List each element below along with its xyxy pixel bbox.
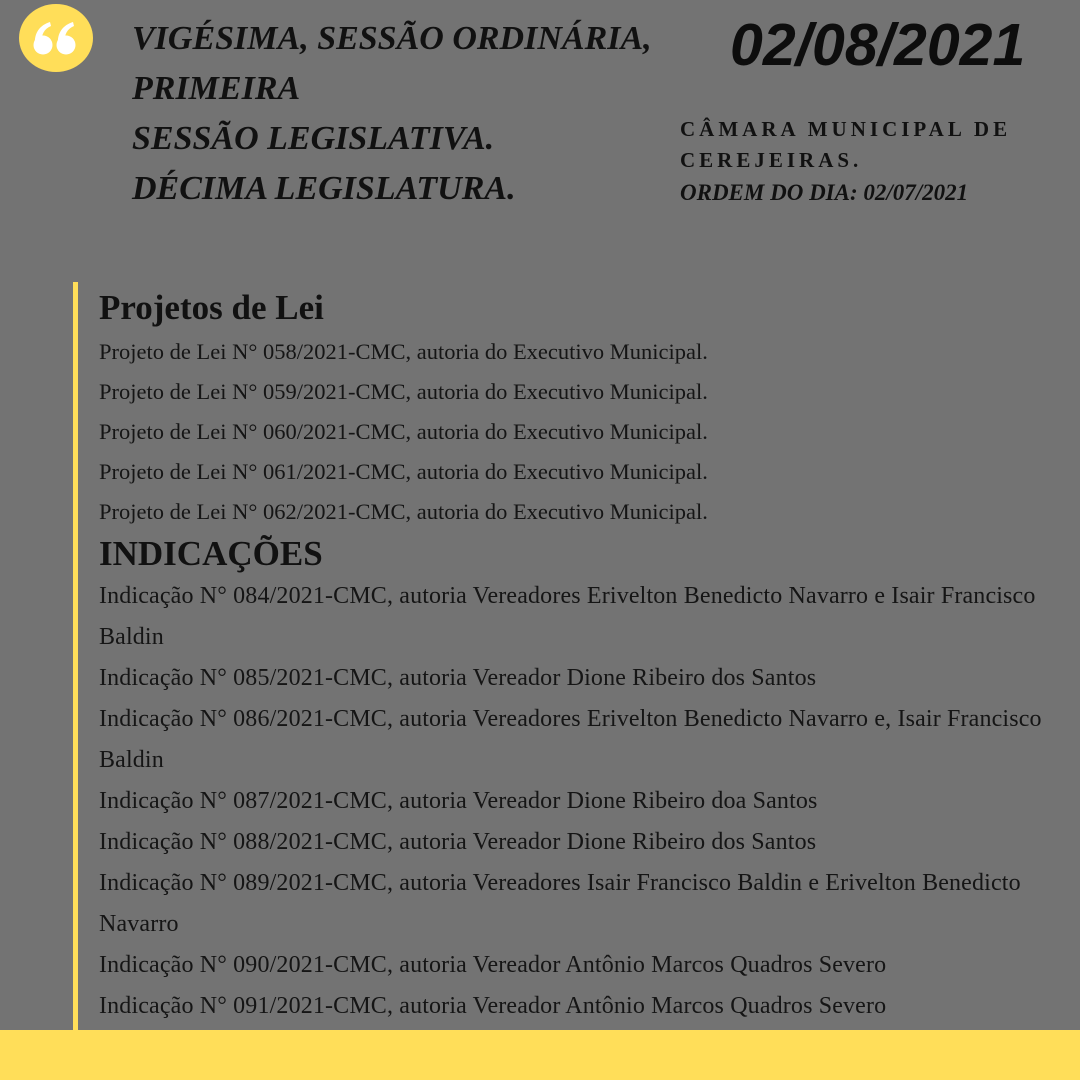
session-title-line: DÉCIMA LEGISLATURA. [132, 170, 516, 207]
quote-badge [19, 4, 93, 72]
indication-item: Indicação N° 086/2021-CMC, autoria Vereadores Erivelton Benedicto Navarro e, Isair Francisco Baldin [99, 706, 1042, 773]
chamber-block [680, 114, 1060, 210]
bottom-band [0, 1030, 1080, 1080]
bill-item: Projeto de Lei N° 060/2021-CMC, autoria do Executivo Municipal. [99, 419, 708, 444]
bill-item: Projeto de Lei N° 062/2021-CMC, autoria do Executivo Municipal. [99, 499, 708, 524]
indication-item: Indicação N° 088/2021-CMC, autoria Vereador Dione Ribeiro dos Santos [99, 829, 817, 855]
indication-item: Indicação N° 089/2021-CMC, autoria Vereadores Isair Francisco Baldin e Erivelton Benedicto Navarro [99, 870, 1021, 937]
indications-heading: INDICAÇÕES [99, 534, 323, 573]
chamber-name: CÂMARA MUNICIPAL DE CEREJEIRAS. [680, 117, 1012, 172]
indication-item: Indicação N° 085/2021-CMC, autoria Vereador Dione Ribeiro dos Santos [99, 665, 817, 691]
bill-item: Projeto de Lei N° 058/2021-CMC, autoria do Executivo Municipal. [99, 339, 708, 364]
indication-list [99, 576, 1059, 1027]
indication-item: Indicação N° 087/2021-CMC, autoria Vereador Dione Ribeiro doa Santos [99, 788, 818, 814]
order-of-day: ORDEM DO DIA: 02/07/2021 [680, 180, 969, 205]
bill-list [99, 332, 1059, 532]
indication-item: Indicação N° 091/2021-CMC, autoria Vereador Antônio Marcos Quadros Severo [99, 993, 887, 1019]
bills-heading: Projetos de Lei [99, 288, 324, 327]
session-title-line: SESSÃO LEGISLATIVA. [132, 120, 495, 157]
bill-item: Projeto de Lei N° 059/2021-CMC, autoria do Executivo Municipal. [99, 379, 708, 404]
session-title [132, 14, 712, 214]
session-title-line: VIGÉSIMA, SESSÃO ORDINÁRIA, [132, 20, 652, 57]
accent-bar [73, 282, 78, 1032]
bill-item: Projeto de Lei N° 061/2021-CMC, autoria do Executivo Municipal. [99, 459, 708, 484]
session-title-line: PRIMEIRA [132, 70, 301, 107]
indication-item: Indicação N° 084/2021-CMC, autoria Vereadores Erivelton Benedicto Navarro e Isair Francisco Baldin [99, 583, 1036, 650]
quote-icon [19, 4, 93, 72]
session-date: 02/08/2021 [730, 12, 1026, 78]
agenda-content [99, 284, 1059, 1027]
indication-item: Indicação N° 090/2021-CMC, autoria Vereador Antônio Marcos Quadros Severo [99, 952, 887, 978]
